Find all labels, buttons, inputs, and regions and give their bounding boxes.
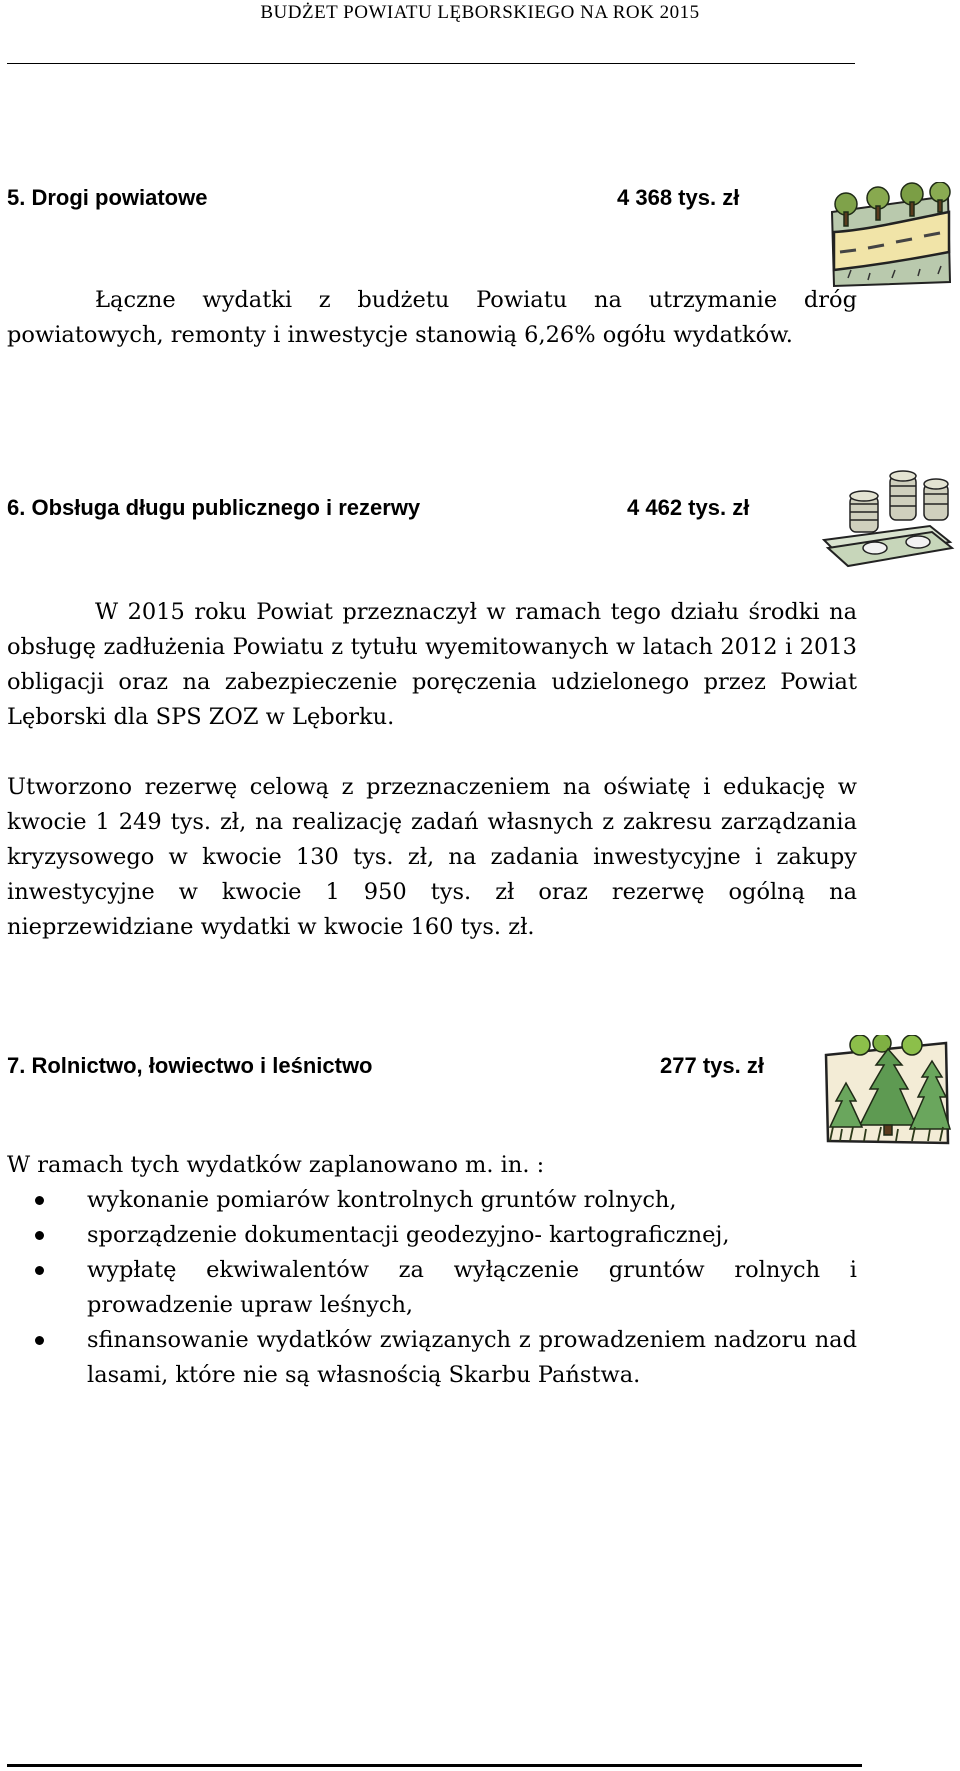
bullet-icon: [35, 1196, 44, 1205]
bullet-icon: [35, 1266, 44, 1275]
list-item: sfinansowanie wydatków związanych z prowadzeniem nadzoru nad lasami, które nie są własnością Skarbu Państwa.: [7, 1323, 857, 1393]
list-item: sporządzenie dokumentacji geodezyjno- kartograficznej,: [7, 1218, 857, 1253]
section-5-amount: 4 368 tys. zł: [617, 185, 740, 210]
list-item: wypłatę ekwiwalentów za wyłączenie gruntów rolnych i prowadzenie upraw leśnych,: [7, 1253, 857, 1323]
road-icon: [828, 182, 953, 290]
section-6-title: 6. Obsługa długu publicznego i rezerwy: [7, 495, 421, 520]
section-7-title: 7. Rolnictwo, łowiectwo i leśnictwo: [7, 1053, 373, 1078]
list-item: wykonanie pomiarów kontrolnych gruntów rolnych,: [7, 1183, 857, 1218]
section-6-amount: 4 462 tys. zł: [627, 495, 750, 520]
section-7-heading: [7, 1053, 807, 1079]
forest-icon: [820, 1035, 955, 1147]
bullet-icon: [35, 1231, 44, 1240]
section-7-amount: 277 tys. zł: [660, 1053, 764, 1078]
section-5-heading: [7, 185, 767, 211]
money-icon: [820, 470, 955, 570]
section-6-text-1: W 2015 roku Powiat przeznaczył w ramach tego działu środki na obsługę zadłużenia Powiatu z tytułu wyemitowanych w latach 2012 i 2013 obligacji oraz na zabezpieczenie poręczenia udzielonego przez Powiat Lęborski dla SPS ZOZ w Lęborku.: [7, 599, 857, 730]
section-7-intro: W ramach tych wydatków zaplanowano m. in. :: [7, 1152, 545, 1178]
section-5-text: Łączne wydatki z budżetu Powiatu na utrzymanie dróg powiatowych, remonty i inwestycje stanowią 6,26% ogółu wydatków.: [7, 287, 857, 348]
bullet-icon: [35, 1336, 44, 1345]
section-6-heading: [7, 495, 807, 521]
footer-rule: [7, 1764, 862, 1767]
section-6-text-2: Utworzono rezerwę celową z przeznaczeniem na oświatę i edukację w kwocie 1 249 tys. zł, na realizację zadań własnych z zakresu zarządzania kryzysowego w kwocie 130 tys. zł, na zadania inwestycyjne i zakupy inwestycyjne w kwocie 1 950 tys. zł oraz rezerwę ogólną na nieprzewidziane wydatki w kwocie 160 tys. zł.: [7, 774, 857, 940]
section-7-list: [7, 1183, 857, 1393]
header-rule: [7, 63, 855, 64]
section-5-title: 5. Drogi powiatowe: [7, 185, 208, 210]
running-header: BUDŻET POWIATU LĘBORSKIEGO NA ROK 2015: [260, 2, 700, 23]
